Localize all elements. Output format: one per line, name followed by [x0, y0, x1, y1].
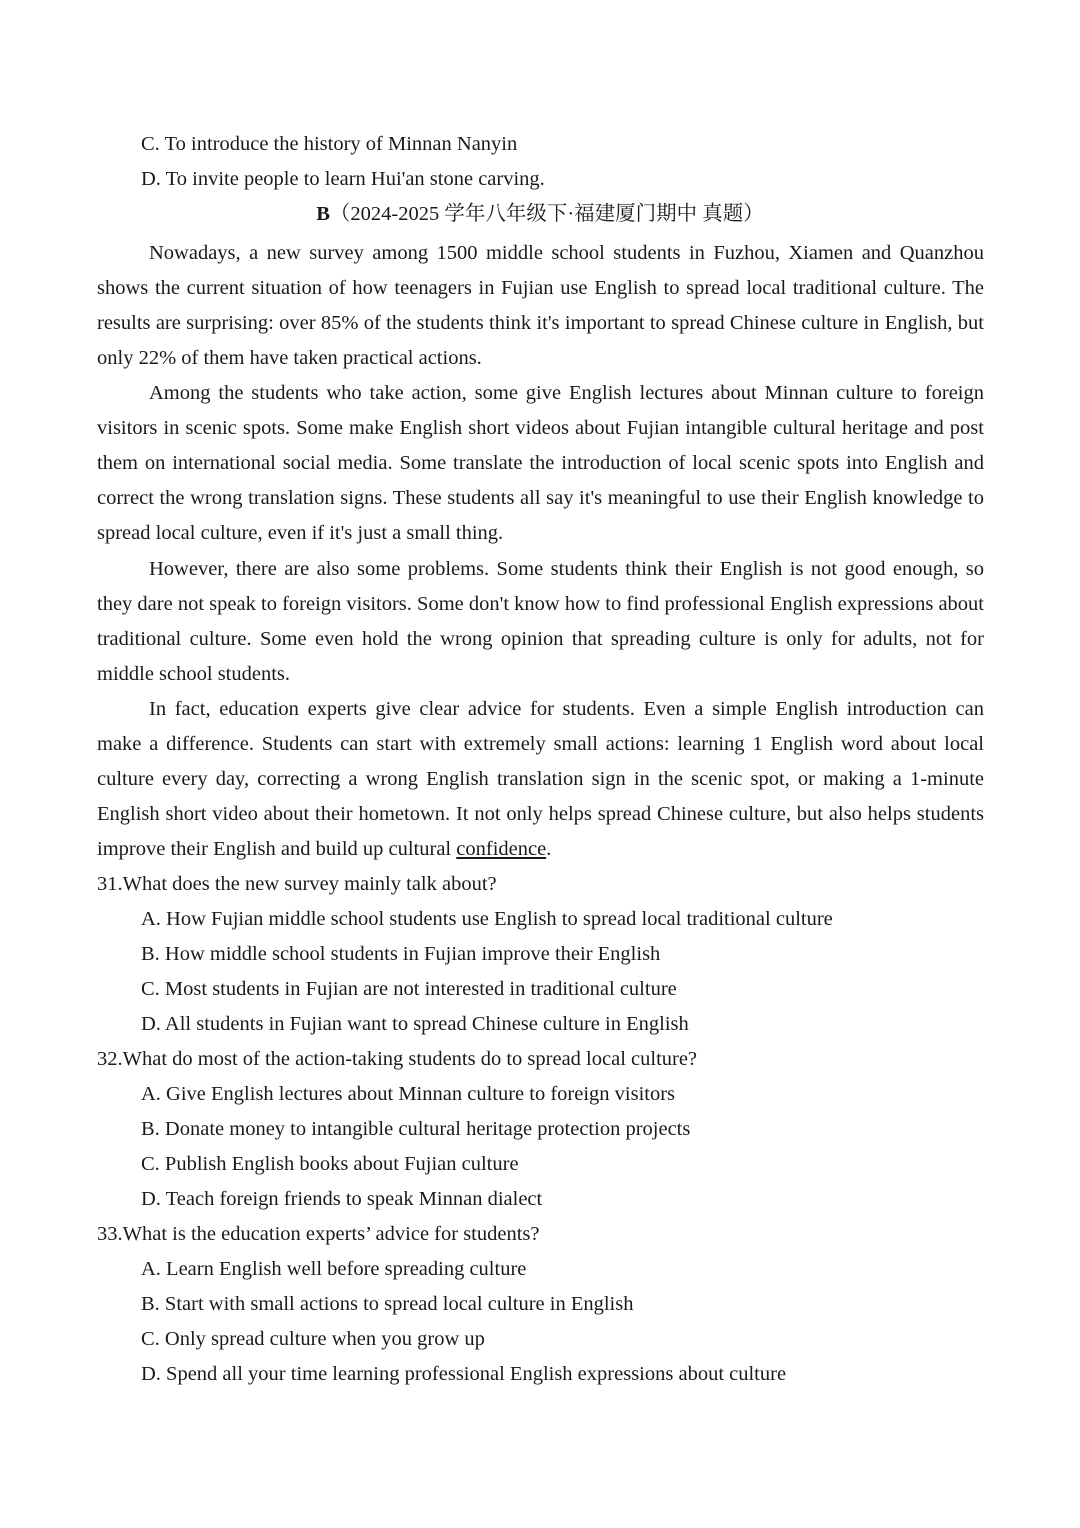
prev-option-c: C. To introduce the history of Minnan Nanyin — [141, 133, 518, 155]
passage-paragraph-3: However, there are also some problems. Some students think their English is not good enough, so they dare not speak to foreign visitors. Some don't know how to find professional English expressions about traditional culture. Some even hold the wrong opinion that spreading culture is only for adults, not for middle school students. — [97, 558, 984, 685]
question-33-stem: 33.What is the education experts’ advice for students? — [97, 1223, 540, 1245]
question-33-option-d: D. Spend all your time learning professional English expressions about culture — [141, 1363, 787, 1385]
paragraph-4-end: . — [546, 838, 552, 860]
prev-option-d: D. To invite people to learn Hui'an stone carving. — [141, 168, 545, 190]
section-heading — [0, 197, 1080, 232]
passage-paragraph-1: Nowadays, a new survey among 1500 middle school students in Fuzhou, Xiamen and Quanzhou shows the current situation of how teenagers in Fujian use English to spread local traditional culture. The results are surprising: over 85% of the students think it's important to spread Chinese culture in English, but only 22% of them have taken practical actions. — [97, 242, 984, 369]
question-31-option-a: A. How Fujian middle school students use English to spread local traditional culture — [141, 908, 833, 930]
underlined-word: confidence — [456, 838, 547, 860]
section-letter: B — [316, 203, 330, 225]
question-31-stem: 31.What does the new survey mainly talk about? — [97, 873, 497, 895]
section-source: （2024-2025 学年八年级下·福建厦门期中 真题） — [329, 203, 764, 225]
question-33-option-b: B. Start with small actions to spread local culture in English — [141, 1293, 634, 1315]
question-32-stem: 32.What do most of the action-taking students do to spread local culture? — [97, 1048, 698, 1070]
question-31-option-c: C. Most students in Fujian are not interested in traditional culture — [141, 978, 677, 1000]
paragraph-4-text: In fact, education experts give clear advice for students. Even a simple English introduction can make a difference. Students can start with extremely small actions: learning 1 English word about local culture every day, correcting a wrong English translation sign in the scenic spot, or making a 1-minute English short video about their hometown. It not only helps spread Chinese culture, but also helps students improve their English and build up cultural — [97, 698, 984, 860]
passage-paragraph-2: Among the students who take action, some give English lectures about Minnan culture to foreign visitors in scenic spots. Some make English short videos about Fujian intangible cultural heritage and post them on international social media. Some translate the introduction of local scenic spots into English and correct the wrong translation signs. These students all say it's meaningful to use their English knowledge to spread local culture, even if it's just a small thing. — [97, 382, 984, 544]
question-32-option-b: B. Donate money to intangible cultural heritage protection projects — [141, 1118, 691, 1140]
question-32-option-d: D. Teach foreign friends to speak Minnan dialect — [141, 1188, 543, 1210]
question-33-option-a: A. Learn English well before spreading culture — [141, 1258, 527, 1280]
passage-paragraph-4 — [97, 692, 984, 867]
question-31-option-b: B. How middle school students in Fujian improve their English — [141, 943, 661, 965]
question-32-option-c: C. Publish English books about Fujian culture — [141, 1153, 519, 1175]
question-31-option-d: D. All students in Fujian want to spread Chinese culture in English — [141, 1013, 689, 1035]
question-32-option-a: A. Give English lectures about Minnan culture to foreign visitors — [141, 1083, 676, 1105]
question-33-option-c: C. Only spread culture when you grow up — [141, 1328, 485, 1350]
